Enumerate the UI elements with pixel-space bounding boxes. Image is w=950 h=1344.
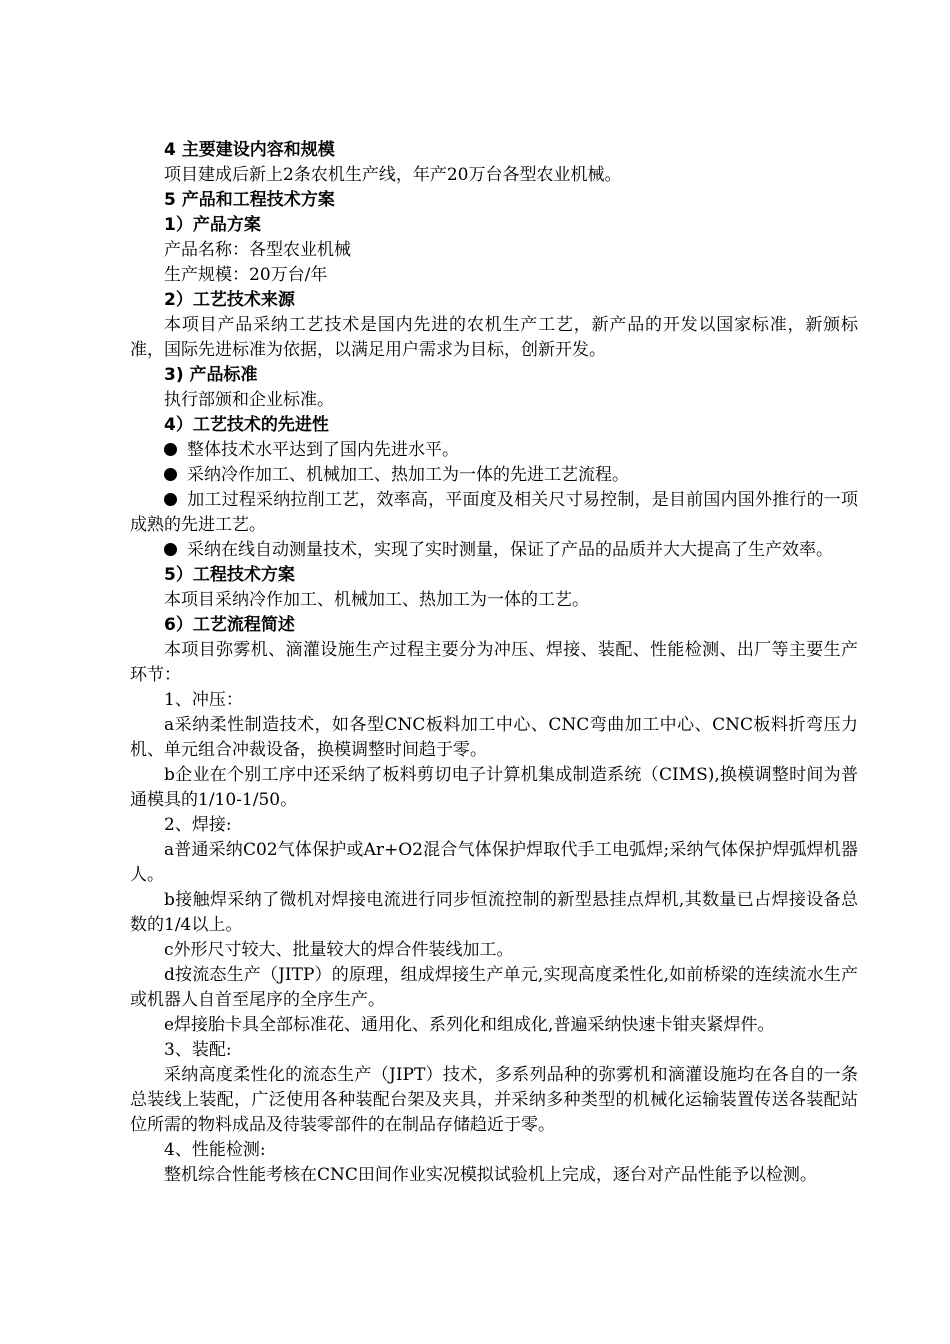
- line-text: 加工过程采纳拉削工艺，效率高，平面度及相关尺寸易控制，是目前国内国外推行的一项成熟的先进工艺。: [130, 490, 858, 535]
- paragraph: [130, 763, 858, 813]
- bullet-item: [130, 488, 858, 538]
- paragraph: [130, 838, 858, 888]
- section-heading: [130, 138, 858, 163]
- paragraph: [130, 713, 858, 763]
- line-text: 3) 产品标准: [164, 365, 258, 385]
- bullet-icon: [164, 493, 177, 506]
- line-text: 4 主要建设内容和规模: [164, 140, 335, 160]
- paragraph: [130, 963, 858, 1013]
- section-heading: [130, 613, 858, 638]
- line-text: b接触焊采纳了微机对焊接电流进行同步恒流控制的新型悬挂点焊机,其数量已占焊接设备总数的1/4以上。: [130, 890, 858, 935]
- paragraph: [130, 1013, 858, 1038]
- paragraph: [130, 1163, 858, 1188]
- bullet-item: [130, 438, 858, 463]
- paragraph: [130, 313, 858, 363]
- line-text: 4）工艺技术的先进性: [164, 415, 329, 435]
- bullet-item: [130, 538, 858, 563]
- line-text: 采纳冷作加工、机械加工、热加工为一体的先进工艺流程。: [187, 465, 629, 485]
- line-text: c外形尺寸较大、批量较大的焊合件装线加工。: [164, 940, 514, 960]
- line-text: 5）工程技术方案: [164, 565, 295, 585]
- section-heading: [130, 563, 858, 588]
- section-heading: [130, 188, 858, 213]
- line-text: 整体技术水平达到了国内先进水平。: [187, 440, 459, 460]
- line-text: e焊接胎卡具全部标准花、通用化、系列化和组成化,普遍采纳快速卡钳夹紧焊件。: [164, 1015, 775, 1035]
- bullet-icon: [164, 543, 177, 556]
- line-text: 3、装配:: [164, 1040, 232, 1060]
- line-text: 1、冲压：: [164, 690, 243, 710]
- paragraph: [130, 388, 858, 413]
- line-text: 1）产品方案: [164, 215, 261, 235]
- paragraph: [130, 938, 858, 963]
- line-text: 本项目产品采纳工艺技术是国内先进的农机生产工艺，新产品的开发以国家标准，新颁标准，国际先进标准为依据，以满足用户需求为目标，创新开发。: [130, 315, 858, 360]
- line-text: 生产规模：20万台/年: [164, 265, 328, 285]
- bullet-icon: [164, 443, 177, 456]
- line-text: 产品名称：各型农业机械: [164, 240, 351, 260]
- line-text: b企业在个别工序中还采纳了板料剪切电子计算机集成制造系统（CIMS),换模调整时间为普通模具的1/10-1/50。: [130, 765, 858, 810]
- paragraph: [130, 588, 858, 613]
- paragraph: [130, 1063, 858, 1138]
- paragraph: [130, 238, 858, 263]
- paragraph: [130, 813, 858, 838]
- paragraph: [130, 163, 858, 188]
- line-text: 4、性能检测:: [164, 1140, 266, 1160]
- line-text: 本项目弥雾机、滴灌设施生产过程主要分为冲压、焊接、装配、性能检测、出厂等主要生产环节：: [130, 640, 858, 685]
- section-heading: [130, 288, 858, 313]
- section-heading: [130, 413, 858, 438]
- line-text: 整机综合性能考核在CNC田间作业实况模拟试验机上完成，逐台对产品性能予以检测。: [164, 1165, 817, 1185]
- line-text: 6）工艺流程简述: [164, 615, 295, 635]
- line-text: 执行部颁和企业标准。: [164, 390, 334, 410]
- line-text: 5 产品和工程技术方案: [164, 190, 335, 210]
- bullet-item: [130, 463, 858, 488]
- section-heading: [130, 213, 858, 238]
- paragraph: [130, 888, 858, 938]
- line-text: a普通采纳C02气体保护或Ar+O2混合气体保护焊取代手工电弧焊;采纳气体保护焊弧焊机器人。: [130, 840, 858, 885]
- paragraph: [130, 1138, 858, 1163]
- bullet-icon: [164, 468, 177, 481]
- line-text: 采纳高度柔性化的流态生产（JIPT）技术，多系列品种的弥雾机和滴灌设施均在各自的一条总装线上装配，广泛使用各种装配台架及夹具，并采纳多种类型的机械化运输装置传送各装配站位所需的物料成品及待装零部件的在制品存储趋近于零。: [130, 1065, 858, 1135]
- line-text: 采纳在线自动测量技术，实现了实时测量，保证了产品的品质并大大提高了生产效率。: [187, 540, 833, 560]
- paragraph: [130, 688, 858, 713]
- section-heading: [130, 363, 858, 388]
- line-text: 2、焊接:: [164, 815, 232, 835]
- line-text: d按流态生产（JITP）的原理，组成焊接生产单元,实现高度柔性化,如前桥梁的连续流水生产或机器人自首至尾序的全序生产。: [130, 965, 858, 1010]
- line-text: 本项目采纳冷作加工、机械加工、热加工为一体的工艺。: [164, 590, 589, 610]
- document-body: [130, 138, 858, 1188]
- paragraph: [130, 638, 858, 688]
- paragraph: [130, 1038, 858, 1063]
- line-text: a采纳柔性制造技术，如各型CNC板料加工中心、CNC弯曲加工中心、CNC板料折弯压力机、单元组合冲裁设备，换模调整时间趋于零。: [130, 715, 858, 760]
- line-text: 2）工艺技术来源: [164, 290, 295, 310]
- paragraph: [130, 263, 858, 288]
- line-text: 项目建成后新上2条农机生产线，年产20万台各型农业机械。: [164, 165, 622, 185]
